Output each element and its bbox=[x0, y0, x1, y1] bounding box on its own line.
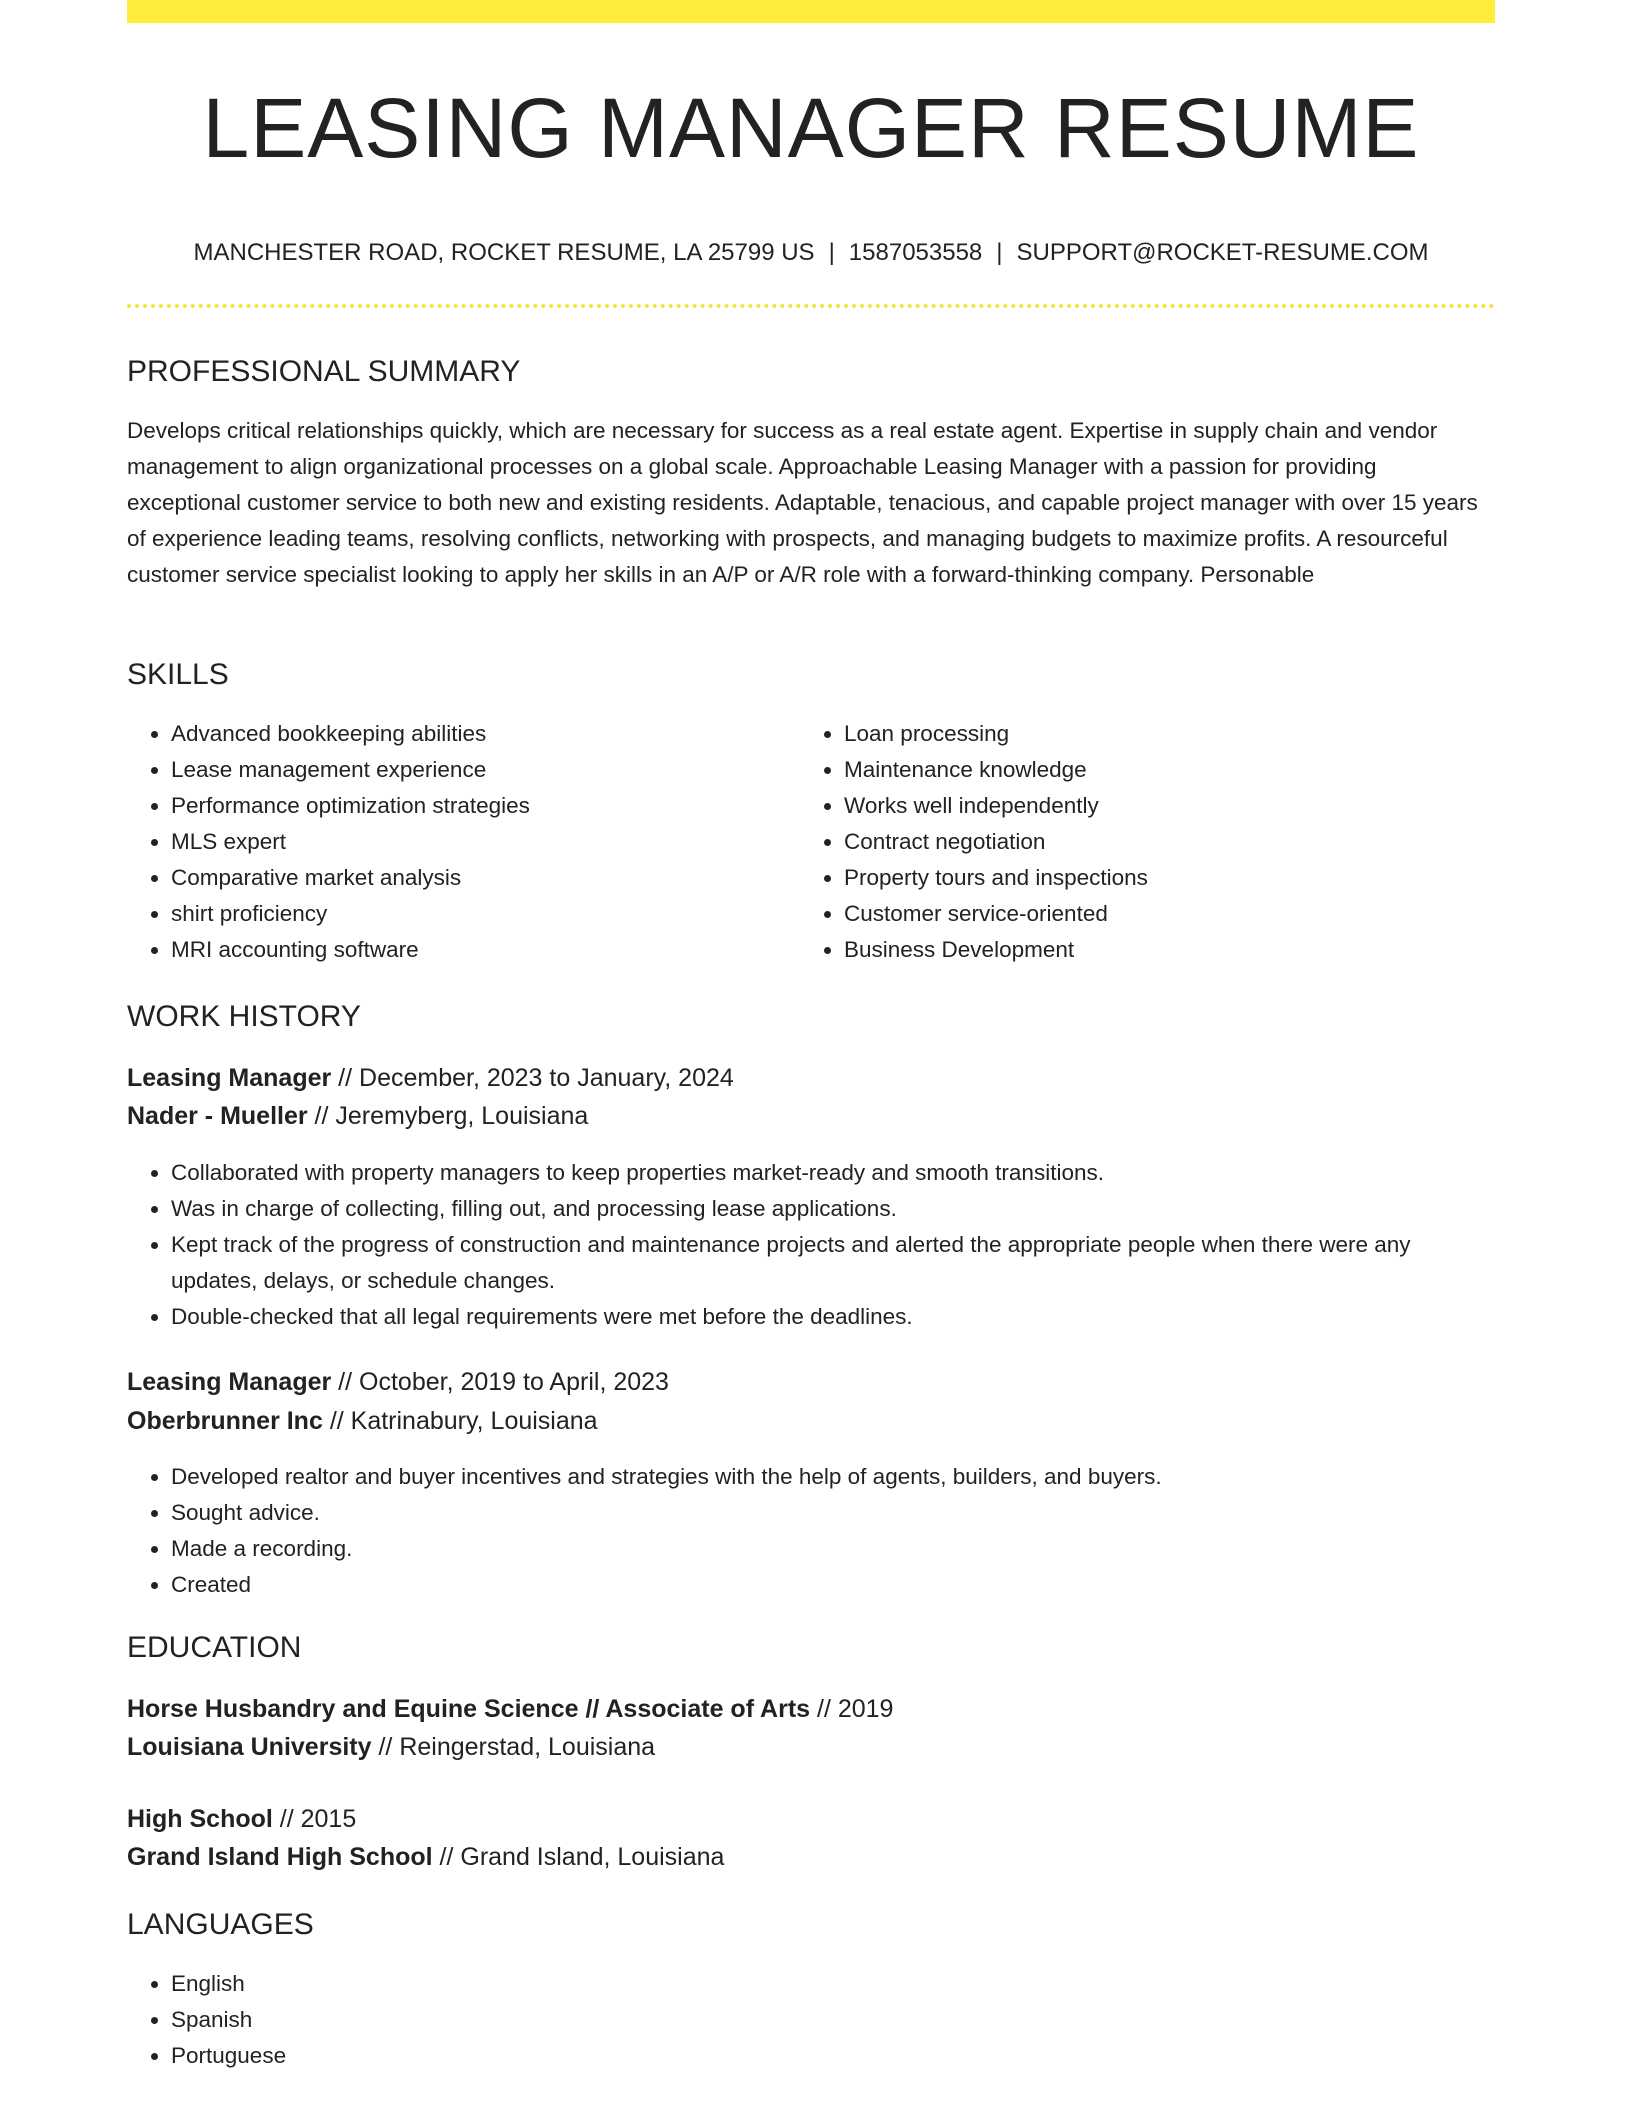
language-item: • English bbox=[171, 1966, 1495, 2002]
skill-item: • Comparative market analysis bbox=[171, 860, 767, 896]
duty-item: • Created bbox=[171, 1567, 1495, 1603]
job-location: // Jeremyberg, Louisiana bbox=[307, 1102, 589, 1130]
job-dates: // December, 2023 to January, 2024 bbox=[331, 1064, 734, 1092]
job-company: Oberbrunner Inc bbox=[127, 1407, 323, 1435]
education-school: Louisiana University bbox=[127, 1733, 372, 1761]
skill-item: • MRI accounting software bbox=[171, 932, 767, 968]
education-year: // 2019 bbox=[810, 1695, 894, 1723]
duty-item: • Sought advice. bbox=[171, 1495, 1495, 1531]
education-degree-line bbox=[127, 1690, 893, 1728]
education-degree-line bbox=[127, 1800, 356, 1838]
job-dates: // October, 2019 to April, 2023 bbox=[331, 1368, 669, 1396]
job-company-line bbox=[127, 1402, 598, 1440]
duty-item: • Kept track of the progress of construction and maintenance projects and alerted the appropriate people when there were any updates, delays, or schedule changes. bbox=[171, 1227, 1495, 1299]
skill-item: • MLS expert bbox=[171, 824, 767, 860]
job-duties bbox=[127, 1459, 1495, 1603]
education-degree: High School bbox=[127, 1805, 273, 1833]
languages-heading: LANGUAGES bbox=[127, 1908, 314, 1941]
contact-email: SUPPORT@ROCKET-RESUME.COM bbox=[1016, 239, 1429, 266]
education-heading: EDUCATION bbox=[127, 1631, 302, 1664]
skill-item: • Loan processing bbox=[844, 716, 1440, 752]
languages-list bbox=[127, 1966, 1495, 2074]
skill-item: • Performance optimization strategies bbox=[171, 788, 767, 824]
contact-address: MANCHESTER ROAD, ROCKET RESUME, LA 25799 US bbox=[193, 239, 815, 266]
education-school-line bbox=[127, 1838, 724, 1876]
contact-separator: | bbox=[996, 239, 1003, 266]
skill-item: • shirt proficiency bbox=[171, 896, 767, 932]
education-school: Grand Island High School bbox=[127, 1843, 433, 1871]
languages-block bbox=[127, 1966, 1495, 2074]
education-location: // Reingerstad, Louisiana bbox=[371, 1733, 656, 1761]
job-title-line bbox=[127, 1363, 669, 1401]
education-school-line bbox=[127, 1728, 655, 1766]
job-role: Leasing Manager bbox=[127, 1368, 332, 1396]
skill-item: • Works well independently bbox=[844, 788, 1440, 824]
duty-item: • Developed realtor and buyer incentives and strategies with the help of agents, builders, and buyers. bbox=[171, 1459, 1495, 1495]
duty-item: • Collaborated with property managers to keep properties market-ready and smooth transitions. bbox=[171, 1155, 1495, 1191]
education-year: // 2015 bbox=[272, 1805, 357, 1833]
contact-separator: | bbox=[828, 239, 835, 266]
language-item: • Spanish bbox=[171, 2002, 1495, 2038]
contact-line bbox=[127, 236, 1495, 270]
skills-column-left bbox=[127, 716, 767, 968]
language-item: • Portuguese bbox=[171, 2038, 1495, 2074]
skills-column-right bbox=[800, 716, 1440, 968]
summary-text: Develops critical relationships quickly, which are necessary for success as a real estate agent. Expertise in supply chain and vendor management to align organizational processes on a global scale. Approachable Leasing Manager with a passion for providing exceptional customer service to both new and existing residents. Adaptable, tenacious, and capable project manager with over 15 years of experience leading teams, resolving conflicts, networking with prospects, and managing budgets to maximize profits. A resourceful customer service specialist looking to apply her skills in an A/P or A/R role with a forward-thinking company. Personable bbox=[127, 418, 1478, 587]
resume-title: LEASING MANAGER RESUME bbox=[202, 81, 1420, 175]
job-company-line bbox=[127, 1097, 588, 1135]
job-location: // Katrinabury, Louisiana bbox=[322, 1407, 598, 1435]
job-company: Nader - Mueller bbox=[127, 1102, 308, 1130]
job-role: Leasing Manager bbox=[127, 1064, 332, 1092]
duty-item: • Double-checked that all legal requirements were met before the deadlines. bbox=[171, 1299, 1495, 1335]
job-duties-list bbox=[127, 1459, 1495, 1603]
duty-item: • Was in charge of collecting, filling out, and processing lease applications. bbox=[171, 1191, 1495, 1227]
skill-item: • Customer service-oriented bbox=[844, 896, 1440, 932]
skills-list-right bbox=[800, 716, 1440, 968]
duty-item: • Made a recording. bbox=[171, 1531, 1495, 1567]
job-duties-list bbox=[127, 1155, 1495, 1335]
skill-item: • Lease management experience bbox=[171, 752, 767, 788]
education-degree: Horse Husbandry and Equine Science // Associate of Arts bbox=[127, 1695, 811, 1723]
education-location: // Grand Island, Louisiana bbox=[432, 1843, 725, 1871]
skills-list-left bbox=[127, 716, 767, 968]
skill-item: • Contract negotiation bbox=[844, 824, 1440, 860]
header-divider bbox=[127, 304, 1495, 308]
skills-heading: SKILLS bbox=[127, 658, 229, 691]
job-title-line bbox=[127, 1059, 734, 1097]
skill-item: • Maintenance knowledge bbox=[844, 752, 1440, 788]
job-duties bbox=[127, 1155, 1495, 1335]
summary-heading: PROFESSIONAL SUMMARY bbox=[127, 355, 521, 388]
skill-item: • Advanced bookkeeping abilities bbox=[171, 716, 767, 752]
contact-phone: 1587053558 bbox=[848, 239, 983, 266]
skill-item: • Business Development bbox=[844, 932, 1440, 968]
work-heading: WORK HISTORY bbox=[127, 1000, 361, 1033]
accent-top-bar bbox=[127, 0, 1495, 23]
skill-item: • Property tours and inspections bbox=[844, 860, 1440, 896]
